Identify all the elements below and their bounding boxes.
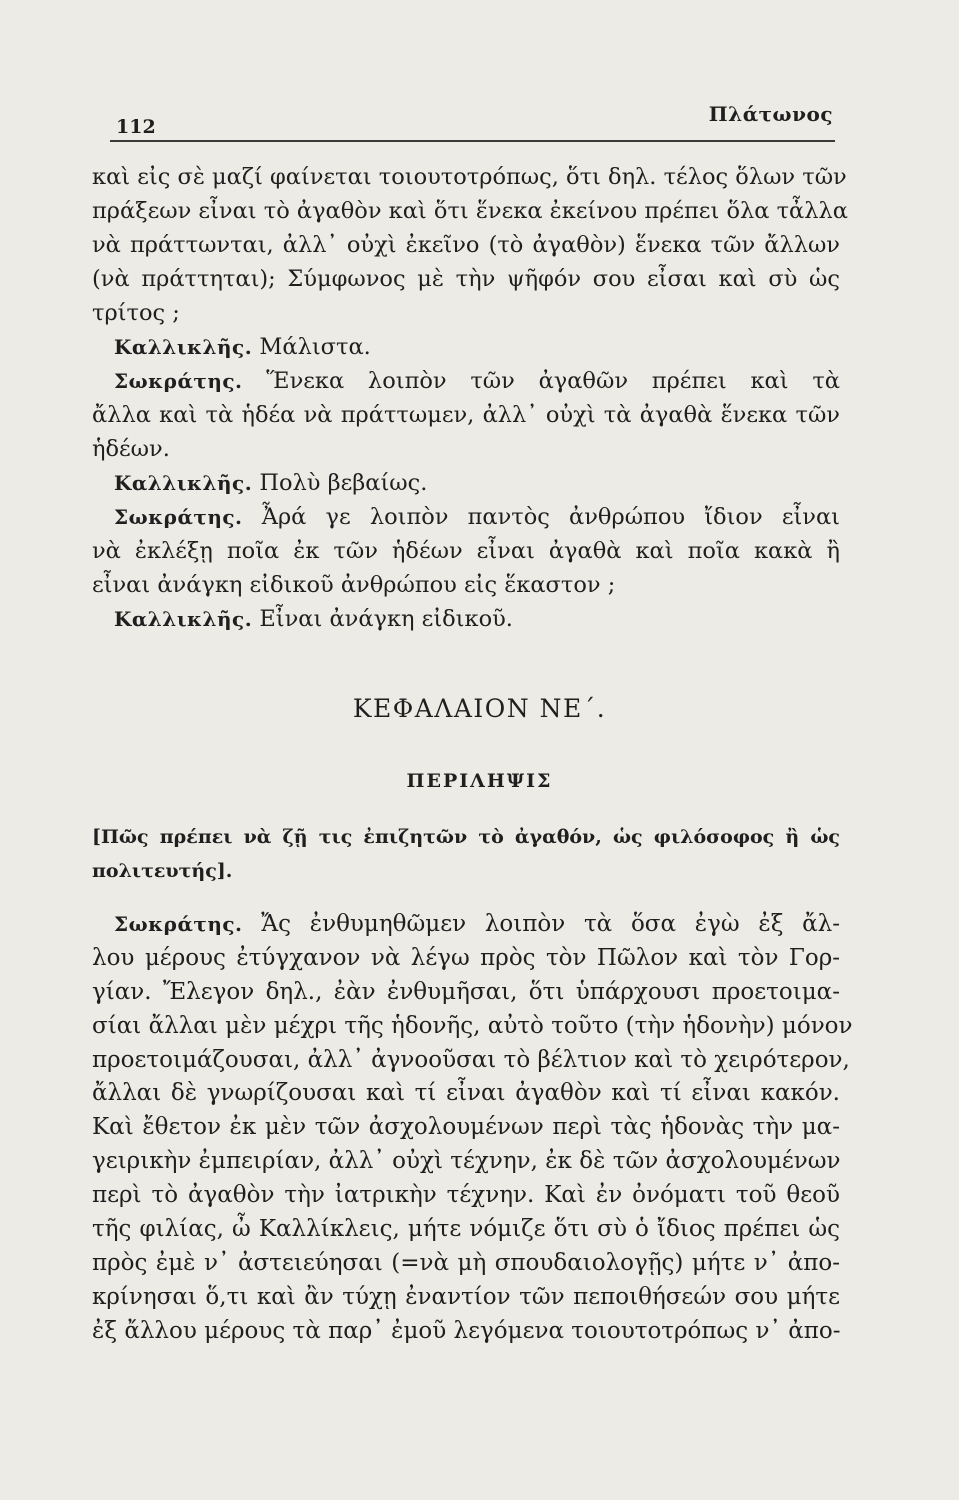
text-line <box>92 466 840 500</box>
page-number: 112 <box>116 116 156 138</box>
dialogue-block-2 <box>92 908 853 1349</box>
line-text: σίαι ἄλλαι μὲν μέχρι τῆς ἡδονῆς, αὐτὸ τοῦτο (τὴν ἡδονὴν) μόνον <box>92 1012 853 1039</box>
line-text: πρὸς ἐμὲ ν᾿ ἀστειεύησαι (=νὰ μὴ σπουδαιολογῇς) μήτε ν᾿ ἀπο- <box>92 1249 840 1276</box>
speaker-name: Σωκράτης. <box>114 369 243 393</box>
text-line <box>92 194 848 228</box>
line-text: ἡδέων. <box>92 436 170 462</box>
text-line <box>92 568 840 602</box>
text-line <box>92 160 847 194</box>
dialogue-block-1 <box>92 160 848 636</box>
line-text: νὰ πράττωνται, ἀλλ᾿ οὐχὶ ἐκεῖνο (τὸ ἀγαθὸν) ἕνεκα τῶν ἄλλων <box>92 232 840 258</box>
line-text: γειρικὴν ἐμπειρίαν, ἀλλ᾿ οὐχὶ τέχνην, ἐκ δὲ τῶν ἀσχολουμένων <box>92 1148 841 1175</box>
text-line <box>92 262 840 296</box>
line-text: πολιτευτής]. <box>92 860 233 882</box>
text-line <box>92 500 840 534</box>
line-text: λου μέρους ἐτύγχανον νὰ λέγω πρὸς τὸν Πῶλον καὶ τὸν Γορ- <box>92 944 840 971</box>
text-line <box>92 1044 850 1078</box>
line-text: καὶ εἰς σὲ μαζί φαίνεται τοιουτοτρόπως, ὅτι δηλ. τέλος ὅλων τῶν <box>92 164 847 190</box>
text-line <box>92 1315 840 1349</box>
speaker-name: Σωκράτης. <box>114 912 243 936</box>
text-line <box>92 534 840 568</box>
line-text: περὶ τὸ ἀγαθὸν τὴν ἰατρικὴν τέχνην. Καὶ ἐν ὀνόματι τοῦ θεοῦ <box>92 1182 840 1209</box>
text-line <box>92 1213 840 1247</box>
line-text: γίαν. Ἔλεγον δηλ., ἐὰν ἐνθυμῆσαι, ὅτι ὑπάρχουσι προετοιμα- <box>92 978 840 1005</box>
running-title: Πλάτωνος <box>708 102 833 126</box>
text-line <box>92 820 840 854</box>
line-text: Εἶναι ἀνάγκη εἰδικοῦ. <box>252 606 513 632</box>
text-line <box>92 364 840 398</box>
text-line <box>92 1010 853 1044</box>
text-line <box>92 854 840 888</box>
line-text: ἄλλαι δὲ γνωρίζουσαι καὶ τί εἶναι ἀγαθὸν καὶ τί εἶναι κακόν. <box>92 1080 840 1107</box>
line-text: (νὰ πράττηται); Σύμφωνος μὲ τὴν ψῆφόν σου εἶσαι καὶ σὺ ὡς <box>92 266 840 292</box>
line-text: κρίνησαι ὅ,τι καὶ ἂν τύχῃ ἐναντίον τῶν πεποιθήσεών σου μήτε <box>92 1283 840 1310</box>
text-line <box>92 432 840 466</box>
summary-title: ΠΕΡΙΛΗΨΙΣ <box>406 770 553 792</box>
line-text: πράξεων εἶναι τὸ ἀγαθὸν καὶ ὅτι ἕνεκα ἐκείνου πρέπει ὅλα τἆλλα <box>92 198 848 224</box>
text-line <box>92 228 840 262</box>
line-text: τῆς φιλίας, ὦ Καλλίκλεις, μήτε νόμιζε ὅτι σὺ ὁ ἴδιος πρέπει ὡς <box>92 1216 840 1243</box>
speaker-name: Καλλικλῆς. <box>114 335 253 359</box>
text-line <box>92 1281 840 1315</box>
text-line <box>92 1179 840 1213</box>
text-line <box>92 296 840 330</box>
speaker-name: Σωκράτης. <box>114 505 243 529</box>
text-line <box>92 1247 840 1281</box>
text-line <box>92 976 840 1010</box>
line-text: [Πῶς πρέπει νὰ ζῇ τις ἐπιζητῶν τὸ ἀγαθόν, ὡς φιλόσοφος ἢ ὡς <box>92 826 840 848</box>
line-text: ἄλλα καὶ τὰ ἡδέα νὰ πράττωμεν, ἀλλ᾿ οὐχὶ τὰ ἀγαθὰ ἕνεκα τῶν <box>92 402 840 428</box>
line-text: προετοιμάζουσαι, ἀλλ᾿ ἀγνοοῦσαι τὸ βέλτιον καὶ τὸ χειρότερον, <box>92 1046 850 1073</box>
line-text: Ἕνεκα λοιπὸν τῶν ἀγαθῶν πρέπει καὶ τὰ <box>242 368 840 394</box>
text-line <box>92 398 840 432</box>
text-line <box>92 330 840 364</box>
text-line <box>92 1077 840 1111</box>
text-line <box>92 908 840 942</box>
line-text: εἶναι ἀνάγκη εἰδικοῦ ἀνθρώπου εἰς ἕκαστον ; <box>92 572 616 598</box>
line-text: τρίτος ; <box>92 300 180 326</box>
line-text: Ἄς ἐνθυμηθῶμεν λοιπὸν τὰ ὅσα ἐγὼ ἐξ ἄλ- <box>242 911 840 937</box>
speaker-name: Καλλικλῆς. <box>114 471 253 495</box>
line-text: Καὶ ἔθετον ἐκ μὲν τῶν ἀσχολουμένων περὶ τὰς ἡδονὰς τὴν μα- <box>92 1114 840 1141</box>
summary-text <box>92 820 840 888</box>
line-text: Ἆρά γε λοιπὸν παντὸς ἀνθρώπου ἴδιον εἶναι <box>242 504 840 530</box>
line-text: ἐξ ἄλλου μέρους τὰ παρ᾿ ἐμοῦ λεγόμενα τοιουτοτρόπως ν᾿ ἀπο- <box>92 1317 841 1344</box>
page-header <box>110 100 835 142</box>
line-text: Πολὺ βεβαίως. <box>252 470 428 496</box>
chapter-title: ΚΕΦΑΛΑΙΟΝ ΝΕ΄. <box>352 694 607 723</box>
text-line <box>92 1145 840 1179</box>
line-text: νὰ ἐκλέξῃ ποῖα ἐκ τῶν ἡδέων εἶναι ἀγαθὰ καὶ ποῖα κακὰ ἢ <box>92 538 840 564</box>
text-line <box>92 1111 840 1145</box>
text-line <box>92 602 840 636</box>
line-text: Μάλιστα. <box>252 334 371 360</box>
text-line <box>92 942 840 976</box>
speaker-name: Καλλικλῆς. <box>114 607 253 631</box>
